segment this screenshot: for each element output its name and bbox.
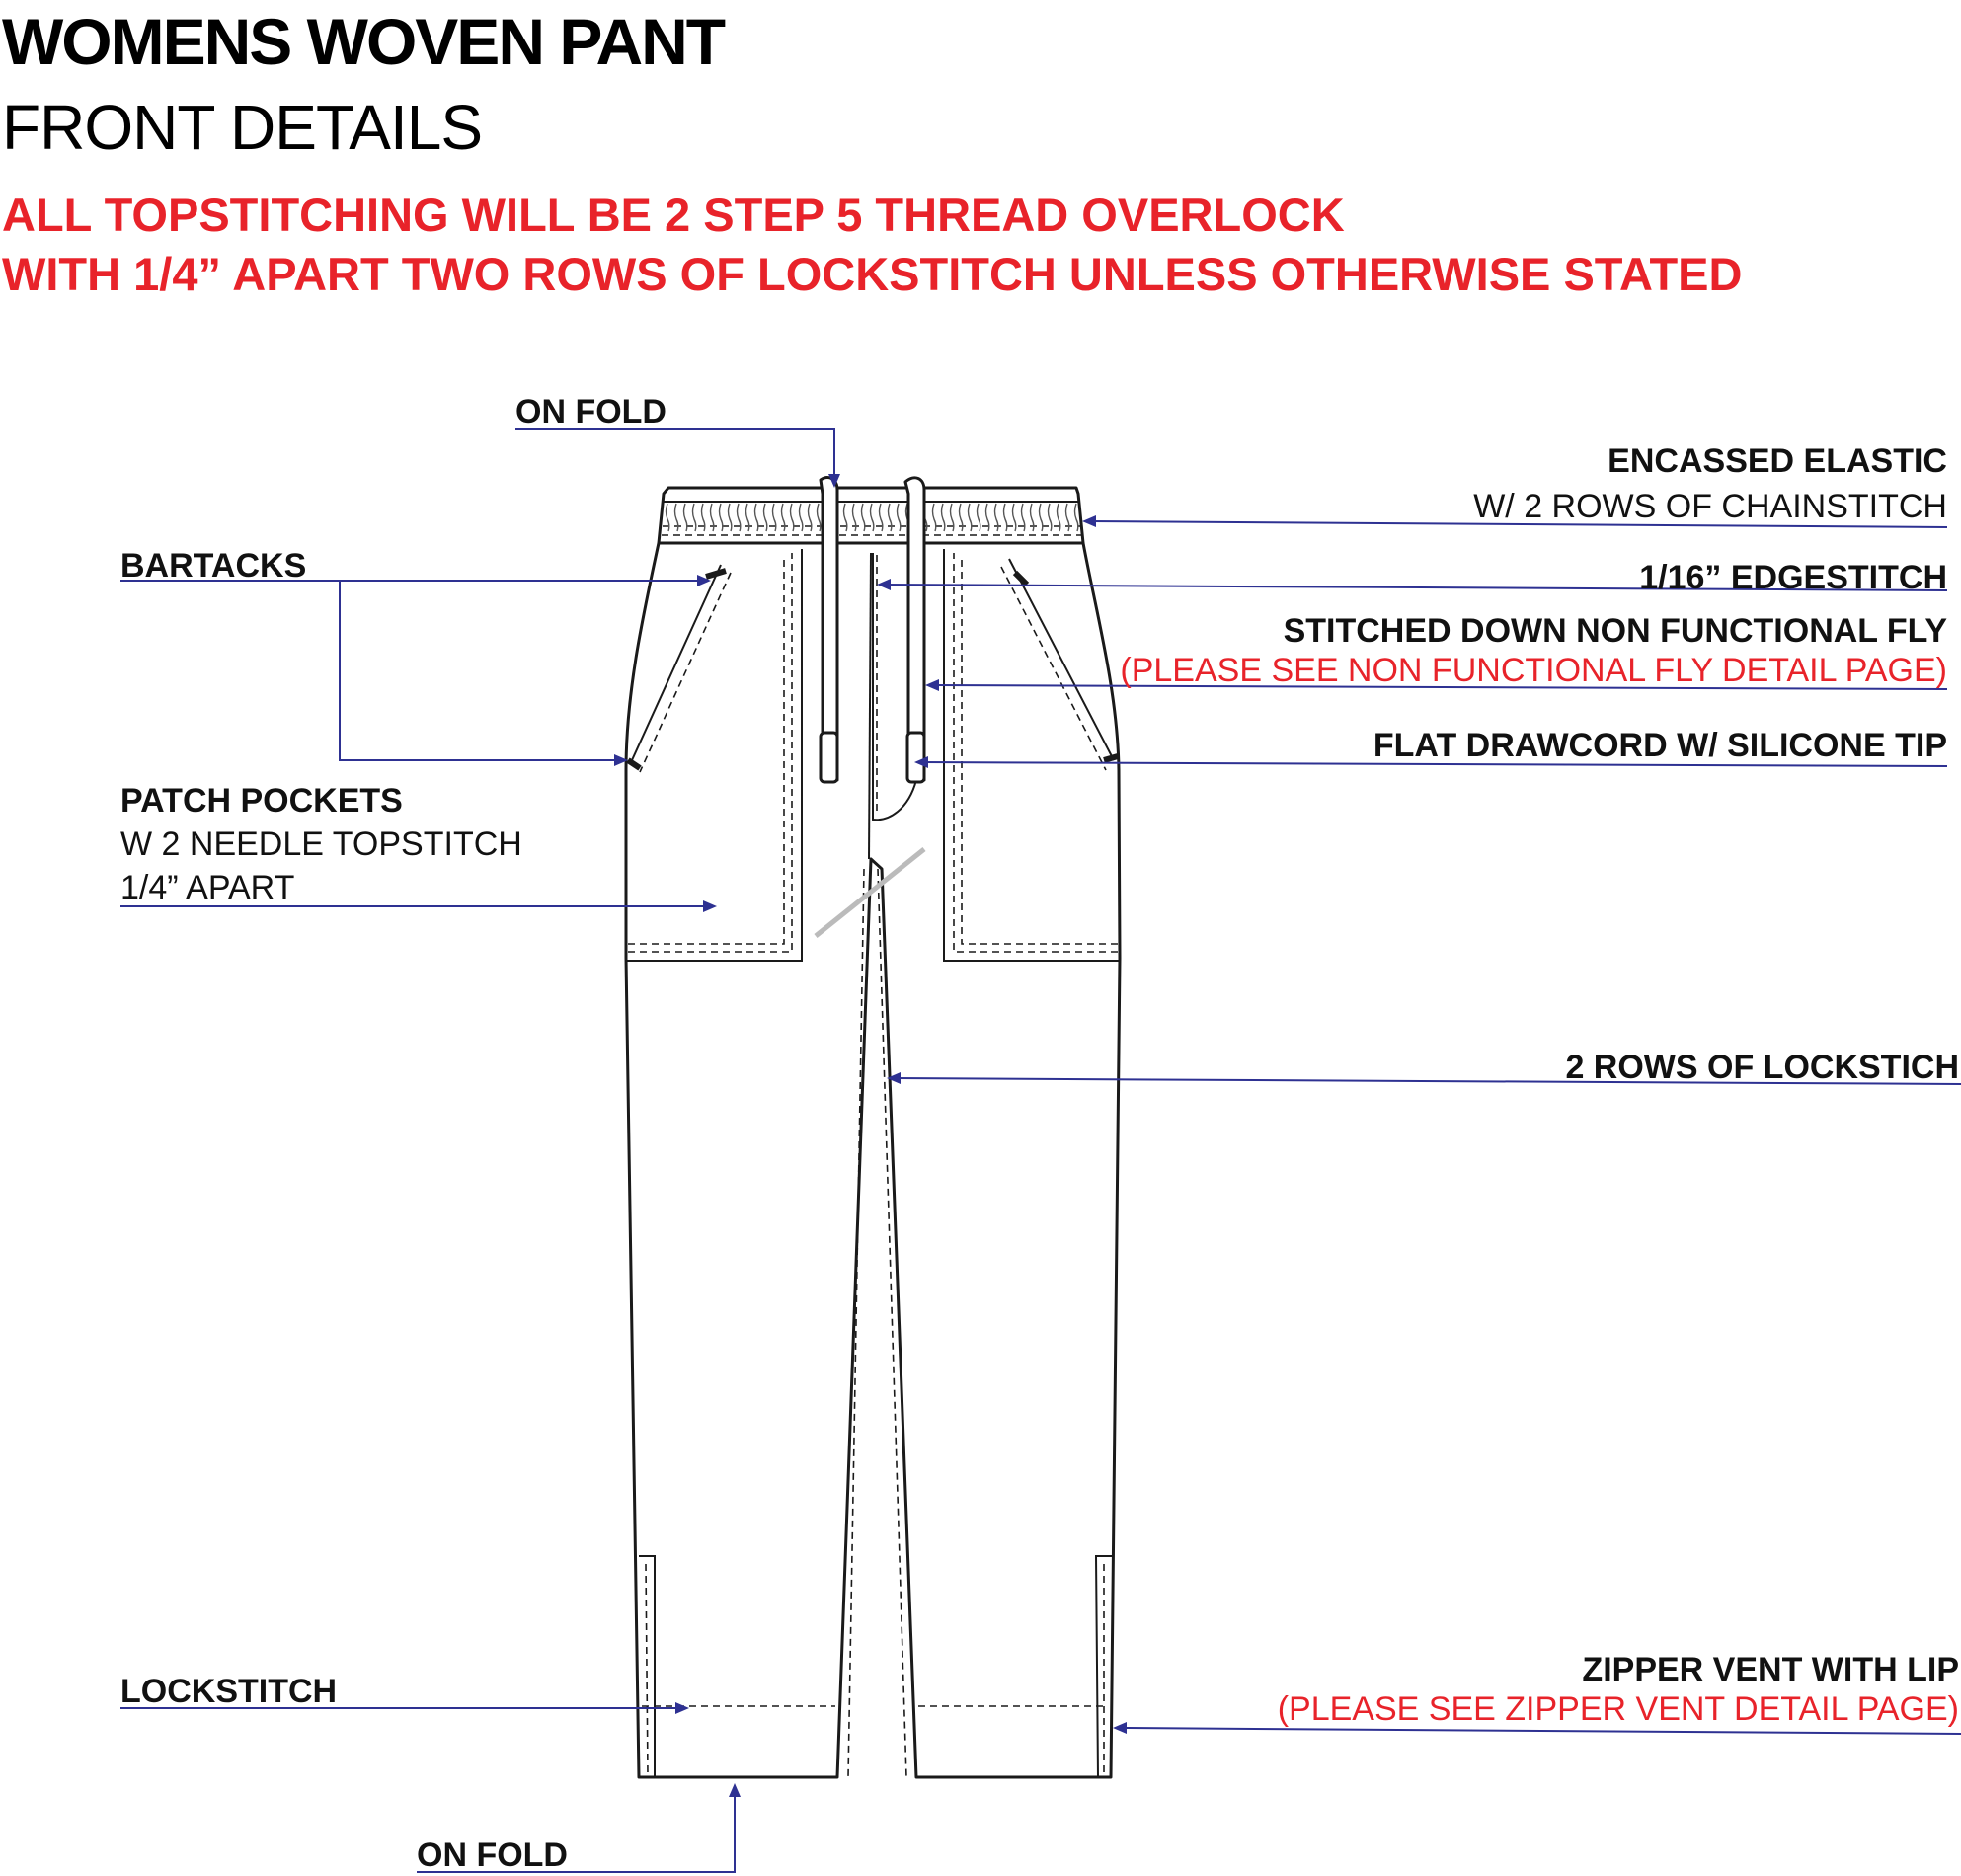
stitch-note-line-2: WITH 1/4” APART TWO ROWS OF LOCKSTITCH UNLESS OTHERWISE STATED [2, 248, 1743, 300]
leader-bartacks-bottom [340, 581, 618, 760]
stitch-note-line-1: ALL TOPSTITCHING WILL BE 2 STEP 5 THREAD OVERLOCK [2, 189, 1345, 241]
page-title: WOMENS WOVEN PANT [2, 5, 725, 78]
label-zipper-vent-note: (PLEASE SEE ZIPPER VENT DETAIL PAGE) [1277, 1690, 1959, 1728]
label-patch-pockets-sub1: W 2 NEEDLE TOPSTITCH [120, 825, 522, 863]
label-patch-pockets: PATCH POCKETS [120, 782, 403, 820]
label-zipper-vent: ZIPPER VENT WITH LIP [1582, 1651, 1959, 1688]
label-drawcord: FLAT DRAWCORD W/ SILICONE TIP [1373, 727, 1947, 764]
pant-flat-sketch [626, 478, 1120, 1777]
silicone-tip-left [821, 733, 837, 782]
label-patch-pockets-sub2: 1/4” APART [120, 869, 295, 906]
label-on-fold-top: ON FOLD [515, 393, 667, 430]
leader-on-fold-top [515, 429, 834, 476]
label-edgestitch: 1/16” EDGESTITCH [1639, 559, 1947, 596]
page-subtitle: FRONT DETAILS [2, 92, 483, 163]
label-encased-elastic-sub: W/ 2 ROWS OF CHAINSTITCH [1473, 488, 1947, 525]
label-bartacks: BARTACKS [120, 547, 307, 585]
label-on-fold-bottom: ON FOLD [417, 1837, 568, 1874]
silicone-tip-right [907, 733, 924, 782]
label-2-rows-lockstitch: 2 ROWS OF LOCKSTICH [1565, 1049, 1959, 1086]
bartack-right-bottom [1104, 756, 1118, 760]
label-encased-elastic: ENCASSED ELASTIC [1608, 442, 1947, 480]
label-lockstitch: LOCKSTITCH [120, 1673, 338, 1710]
label-fly: STITCHED DOWN NON FUNCTIONAL FLY [1283, 612, 1947, 650]
leader-zipper-vent [1122, 1728, 1961, 1734]
label-fly-note: (PLEASE SEE NON FUNCTIONAL FLY DETAIL PAGE) [1120, 652, 1947, 689]
